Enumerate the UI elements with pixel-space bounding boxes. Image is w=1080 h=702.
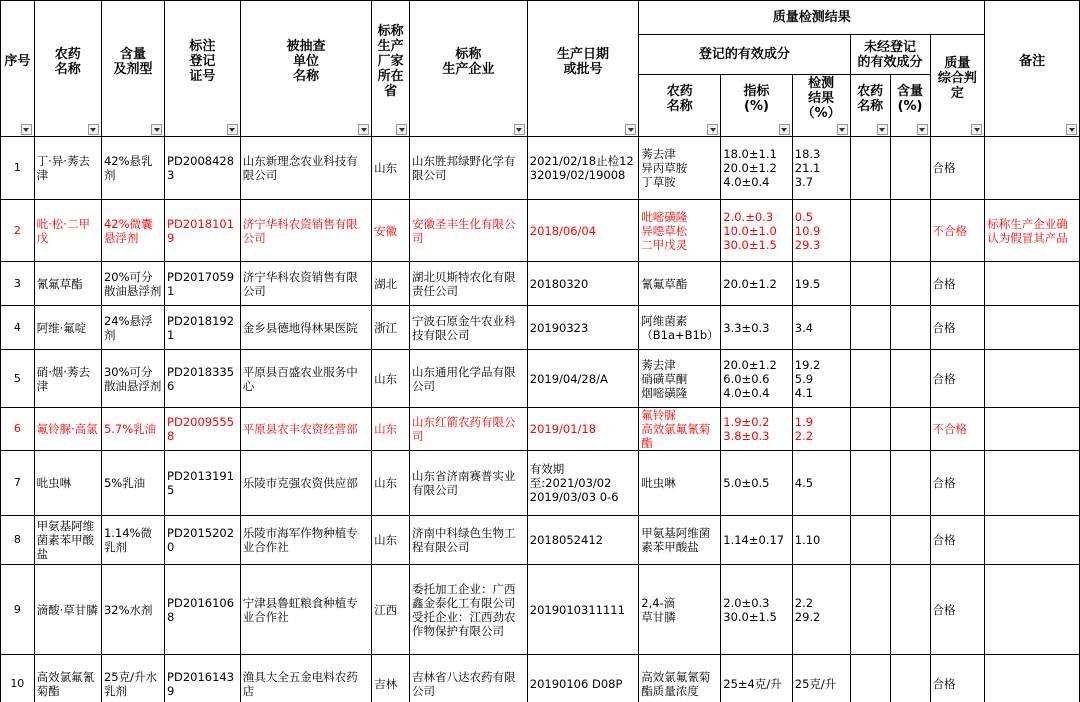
- header-row-1: [1, 1, 1080, 35]
- col-header-maker: [410, 1, 528, 137]
- remark-cell[interactable]: [985, 565, 1080, 655]
- row-no-cell[interactable]: 1: [1, 137, 35, 200]
- col-header-date-label: 生产日期 或批号: [557, 46, 610, 77]
- ingredient-name-cell[interactable]: 氰氟草酯: [639, 262, 721, 306]
- test-result-cell[interactable]: 19.5: [792, 262, 850, 306]
- col-header-content-label: 含量 及剂型: [113, 46, 153, 77]
- registration-no-cell[interactable]: PD20181921: [165, 306, 241, 350]
- col-group-quality-label: 质量检测结果: [772, 10, 851, 25]
- table-row: [1, 137, 1080, 200]
- remark-cell[interactable]: [985, 516, 1080, 565]
- content-form-cell[interactable]: 1.14%微乳剂: [101, 516, 164, 565]
- unregistered-content-cell[interactable]: [890, 350, 930, 408]
- production-date-cell[interactable]: 2018052412: [527, 516, 638, 565]
- registration-no-cell[interactable]: PD20095558: [165, 408, 241, 451]
- ingredient-index-cell[interactable]: 18.0±1.1 20.0±1.2 4.0±0.4: [721, 137, 793, 200]
- col-header-reg-name-label: 农药 名称: [666, 83, 693, 114]
- filter-dropdown-icon[interactable]: [917, 124, 928, 135]
- row-no-cell[interactable]: 6: [1, 408, 35, 451]
- filter-dropdown-icon[interactable]: [21, 124, 32, 135]
- remark-cell[interactable]: [985, 262, 1080, 306]
- content-form-cell[interactable]: 42%微囊悬浮剂: [101, 200, 164, 262]
- filter-dropdown-icon[interactable]: [151, 124, 162, 135]
- table-row: [1, 451, 1080, 516]
- chevron-down-icon: [710, 128, 716, 132]
- remark-cell[interactable]: [985, 655, 1080, 702]
- content-form-cell[interactable]: 32%水剂: [101, 565, 164, 655]
- filter-dropdown-icon[interactable]: [514, 124, 525, 135]
- ingredient-index-cell[interactable]: 3.3±0.3: [721, 306, 793, 350]
- province-cell[interactable]: 湖北: [372, 262, 410, 306]
- filter-dropdown-icon[interactable]: [877, 124, 888, 135]
- pesticide-name-cell[interactable]: 阿维·氟啶: [34, 306, 101, 350]
- ingredient-index-cell[interactable]: 1.14±0.17: [721, 516, 793, 565]
- manufacturer-cell[interactable]: 山东红箭农药有限公司: [410, 408, 528, 451]
- ingredient-name-cell[interactable]: 吡虫啉: [639, 451, 721, 516]
- col-header-maker-label: 标称 生产企业: [442, 46, 495, 77]
- remark-cell[interactable]: 标称生产企业确认为假冒其产品: [985, 200, 1080, 262]
- table-body: [1, 137, 1080, 702]
- table-header: [1, 1, 1080, 137]
- production-date-cell[interactable]: 20190106 D08P: [527, 655, 638, 702]
- manufacturer-cell[interactable]: 济南中科绿色生物工程有限公司: [410, 516, 528, 565]
- col-group-quality: [639, 1, 985, 35]
- production-date-cell[interactable]: 2019/04/28/A: [527, 350, 638, 408]
- table-row: [1, 408, 1080, 451]
- filter-dropdown-icon[interactable]: [88, 124, 99, 135]
- unregistered-name-cell[interactable]: [850, 200, 890, 262]
- chevron-down-icon: [628, 128, 634, 132]
- registration-no-cell[interactable]: PD20161439: [165, 655, 241, 702]
- registration-no-cell[interactable]: PD20181019: [165, 200, 241, 262]
- col-header-reg-name: [639, 75, 721, 137]
- test-result-cell[interactable]: 1.10: [792, 516, 850, 565]
- col-header-reg: [165, 1, 241, 137]
- verdict-cell[interactable]: 合格: [930, 306, 985, 350]
- unregistered-name-cell[interactable]: [850, 137, 890, 200]
- table-row: [1, 262, 1080, 306]
- production-date-cell[interactable]: 2019/01/18: [527, 408, 638, 451]
- col-header-pesticide-label: 农药 名称: [54, 46, 81, 77]
- chevron-down-icon: [781, 128, 787, 132]
- chevron-down-icon: [361, 128, 367, 132]
- col-header-date: [527, 1, 638, 137]
- sampled-unit-cell[interactable]: 山东新理念农业科技有限公司: [240, 137, 371, 200]
- manufacturer-cell[interactable]: 宁波石原金牛农业科技有限公司: [410, 306, 528, 350]
- col-header-province: [372, 1, 410, 137]
- sampled-unit-cell[interactable]: 渔具大全五金电料农药店: [240, 655, 371, 702]
- unregistered-content-cell[interactable]: [890, 516, 930, 565]
- verdict-cell[interactable]: 合格: [930, 565, 985, 655]
- ingredient-index-cell[interactable]: 2.0.±0.3 10.0±1.0 30.0±1.5: [721, 200, 793, 262]
- filter-dropdown-icon[interactable]: [358, 124, 369, 135]
- filter-dropdown-icon[interactable]: [779, 124, 790, 135]
- production-date-cell[interactable]: 20180320: [527, 262, 638, 306]
- col-header-reg-result-label: 检测 结果 （%）: [801, 76, 841, 121]
- production-date-cell[interactable]: 2019010311111: [527, 565, 638, 655]
- table-row: [1, 306, 1080, 350]
- ingredient-name-cell[interactable]: 甲氨基阿维菌素苯甲酸盐: [639, 516, 721, 565]
- unregistered-content-cell[interactable]: [890, 451, 930, 516]
- ingredient-index-cell[interactable]: 25±4克/升: [721, 655, 793, 702]
- sampled-unit-cell[interactable]: 宁津县鲁虹粮食种植专业合作社: [240, 565, 371, 655]
- pesticide-name-cell[interactable]: 硝·烟·莠去津: [34, 350, 101, 408]
- col-header-unreg-name-label: 农药 名称: [857, 83, 884, 114]
- row-no-cell[interactable]: 9: [1, 565, 35, 655]
- ingredient-index-cell[interactable]: 20.0±1.2: [721, 262, 793, 306]
- content-form-cell[interactable]: 30%可分散油悬浮剂: [101, 350, 164, 408]
- registration-no-cell[interactable]: PD20131915: [165, 451, 241, 516]
- remark-cell[interactable]: [985, 137, 1080, 200]
- col-group-unregistered: [850, 35, 930, 75]
- content-form-cell[interactable]: 25克/升水乳剂: [101, 655, 164, 702]
- filter-dropdown-icon[interactable]: [625, 124, 636, 135]
- col-header-province-label: 标称 生产 厂家 所在 省: [377, 24, 404, 99]
- col-header-verdict-label: 质量 综合判 定: [937, 56, 977, 101]
- chevron-down-icon: [229, 128, 235, 132]
- chevron-down-icon: [399, 128, 405, 132]
- table-row: [1, 350, 1080, 408]
- production-date-cell[interactable]: 20190323: [527, 306, 638, 350]
- col-header-reg-index-label: 指标 (%): [743, 83, 770, 114]
- test-result-cell[interactable]: 19.2 5.9 4.1: [792, 350, 850, 408]
- sampled-unit-cell[interactable]: 乐陵市克强农资供应部: [240, 451, 371, 516]
- col-group-unregistered-label: 未经登记 的有效成分: [857, 39, 923, 70]
- table-row: [1, 565, 1080, 655]
- unregistered-content-cell[interactable]: [890, 200, 930, 262]
- ingredient-name-cell[interactable]: 莠去津 硝磺草酮 烟嘧磺隆: [639, 350, 721, 408]
- verdict-cell[interactable]: 合格: [930, 451, 985, 516]
- ingredient-name-cell[interactable]: 2,4-滴 草甘膦: [639, 565, 721, 655]
- verdict-cell[interactable]: 不合格: [930, 408, 985, 451]
- chevron-down-icon: [919, 128, 925, 132]
- registration-no-cell[interactable]: PD20183356: [165, 350, 241, 408]
- col-header-content: [101, 1, 164, 137]
- filter-dropdown-icon[interactable]: [1066, 124, 1077, 135]
- pesticide-name-cell[interactable]: 滴酸·草甘膦: [34, 565, 101, 655]
- province-cell[interactable]: 山东: [372, 451, 410, 516]
- pesticide-name-cell[interactable]: 氰氟草酯: [34, 262, 101, 306]
- chevron-down-icon: [23, 128, 29, 132]
- manufacturer-cell[interactable]: 山东省济南赛普实业有限公司: [410, 451, 528, 516]
- manufacturer-cell[interactable]: 吉林省八达农药有限公司: [410, 655, 528, 702]
- registration-no-cell[interactable]: PD20161068: [165, 565, 241, 655]
- filter-dropdown-icon[interactable]: [396, 124, 407, 135]
- unregistered-name-cell[interactable]: [850, 408, 890, 451]
- pesticide-name-cell[interactable]: 氟铃脲·高氯: [34, 408, 101, 451]
- ingredient-name-cell[interactable]: 高效氯氟氰菊酯质量浓度: [639, 655, 721, 702]
- province-cell[interactable]: 山东: [372, 408, 410, 451]
- province-cell[interactable]: 山东: [372, 516, 410, 565]
- col-header-reg-label: 标注 登记 证号: [189, 39, 216, 84]
- unregistered-content-cell[interactable]: [890, 408, 930, 451]
- ingredient-name-cell[interactable]: 氟铃脲 高效氯氟氰菊酯: [639, 408, 721, 451]
- unregistered-content-cell[interactable]: [890, 262, 930, 306]
- col-header-remark-label: 备注: [1019, 54, 1046, 69]
- production-date-cell[interactable]: 有效期 至:2021/03/02 2019/03/03 0-6: [527, 451, 638, 516]
- ingredient-index-cell[interactable]: 20.0±1.2 6.0±0.6 4.0±0.4: [721, 350, 793, 408]
- table-row: [1, 200, 1080, 262]
- unregistered-name-cell[interactable]: [850, 350, 890, 408]
- ingredient-name-cell[interactable]: 莠去津 异丙草胺 丁草胺: [639, 137, 721, 200]
- province-cell[interactable]: 安徽: [372, 200, 410, 262]
- test-result-cell[interactable]: 4.5: [792, 451, 850, 516]
- test-result-cell[interactable]: 25克/升: [792, 655, 850, 702]
- chevron-down-icon: [879, 128, 885, 132]
- ingredient-name-cell[interactable]: 吡嘧磺隆 异噁草松 二甲戊灵: [639, 200, 721, 262]
- content-form-cell[interactable]: 42%悬乳剂: [101, 137, 164, 200]
- manufacturer-cell[interactable]: 安徽圣丰生化有限公司: [410, 200, 528, 262]
- test-result-cell[interactable]: 0.5 10.9 29.3: [792, 200, 850, 262]
- verdict-cell[interactable]: 合格: [930, 350, 985, 408]
- chevron-down-icon: [90, 128, 96, 132]
- manufacturer-cell[interactable]: 山东通用化学品有限公司: [410, 350, 528, 408]
- pesticide-name-cell[interactable]: 吡·松·二甲戊: [34, 200, 101, 262]
- unregistered-name-cell[interactable]: [850, 306, 890, 350]
- production-date-cell[interactable]: 2021/02/18止检12 32019/02/19008: [527, 137, 638, 200]
- sampled-unit-cell[interactable]: 平原县百盛农业服务中心: [240, 350, 371, 408]
- verdict-cell[interactable]: 合格: [930, 516, 985, 565]
- manufacturer-cell[interactable]: 委托加工企业：广西鑫金泰化工有限公司 受托企业：江西劲农作物保护有限公司: [410, 565, 528, 655]
- table-row: [1, 655, 1080, 702]
- filter-dropdown-icon[interactable]: [837, 124, 848, 135]
- manufacturer-cell[interactable]: 湖北贝斯特农化有限责任公司: [410, 262, 528, 306]
- sampled-unit-cell[interactable]: 济宁华科农资销售有限公司: [240, 200, 371, 262]
- verdict-cell[interactable]: 合格: [930, 137, 985, 200]
- pesticide-name-cell[interactable]: 高效氯氟氰菊酯: [34, 655, 101, 702]
- col-header-pesticide: [34, 1, 101, 137]
- col-header-no-label: 序号: [4, 54, 31, 69]
- col-header-reg-result: [792, 75, 850, 137]
- unregistered-content-cell[interactable]: [890, 655, 930, 702]
- col-group-registered-label: 登记的有效成分: [698, 47, 790, 62]
- verdict-cell[interactable]: 不合格: [930, 200, 985, 262]
- remark-cell[interactable]: [985, 350, 1080, 408]
- col-header-no: [1, 1, 35, 137]
- unregistered-name-cell[interactable]: [850, 451, 890, 516]
- remark-cell[interactable]: [985, 451, 1080, 516]
- registration-no-cell[interactable]: PD20152020: [165, 516, 241, 565]
- col-header-unreg-content-label: 含量 (%): [897, 83, 924, 114]
- col-header-reg-index: [721, 75, 793, 137]
- pesticide-name-cell[interactable]: 吡虫啉: [34, 451, 101, 516]
- test-result-cell[interactable]: 18.3 21.1 3.7: [792, 137, 850, 200]
- filter-dropdown-icon[interactable]: [227, 124, 238, 135]
- col-header-sampled: [240, 1, 371, 137]
- test-result-cell[interactable]: 2.2 29.2: [792, 565, 850, 655]
- unregistered-name-cell[interactable]: [850, 565, 890, 655]
- content-form-cell[interactable]: 20%可分散油悬浮剂: [101, 262, 164, 306]
- registration-no-cell[interactable]: PD20084283: [165, 137, 241, 200]
- production-date-cell[interactable]: 2018/06/04: [527, 200, 638, 262]
- unregistered-name-cell[interactable]: [850, 655, 890, 702]
- pesticide-name-cell[interactable]: 甲氨基阿维菌素苯甲酸盐: [34, 516, 101, 565]
- unregistered-name-cell[interactable]: [850, 516, 890, 565]
- test-result-cell[interactable]: 1.9 2.2: [792, 408, 850, 451]
- chevron-down-icon: [1069, 128, 1075, 132]
- chevron-down-icon: [839, 128, 845, 132]
- col-header-unreg-name: [850, 75, 890, 137]
- test-result-cell[interactable]: 3.4: [792, 306, 850, 350]
- province-cell[interactable]: 浙江: [372, 306, 410, 350]
- ingredient-index-cell[interactable]: 2.0±0.3 30.0±1.5: [721, 565, 793, 655]
- col-header-verdict: [930, 35, 985, 137]
- province-cell[interactable]: 吉林: [372, 655, 410, 702]
- manufacturer-cell[interactable]: 山东胜邦绿野化学有限公司: [410, 137, 528, 200]
- col-header-unreg-content: [890, 75, 930, 137]
- row-no-cell[interactable]: 7: [1, 451, 35, 516]
- remark-cell[interactable]: [985, 306, 1080, 350]
- registration-no-cell[interactable]: PD20170591: [165, 262, 241, 306]
- col-header-sampled-label: 被抽查 单位 名称: [286, 39, 326, 84]
- sampled-unit-cell[interactable]: 平原县农丰农资经营部: [240, 408, 371, 451]
- unregistered-content-cell[interactable]: [890, 137, 930, 200]
- ingredient-index-cell[interactable]: 5.0±0.5: [721, 451, 793, 516]
- unregistered-content-cell[interactable]: [890, 565, 930, 655]
- col-group-registered: [639, 35, 850, 75]
- row-no-cell[interactable]: 5: [1, 350, 35, 408]
- sampled-unit-cell[interactable]: 济宁华科农资销售有限公司: [240, 262, 371, 306]
- remark-cell[interactable]: [985, 408, 1080, 451]
- content-form-cell[interactable]: 24%悬浮剂: [101, 306, 164, 350]
- verdict-cell[interactable]: 合格: [930, 655, 985, 702]
- unregistered-name-cell[interactable]: [850, 262, 890, 306]
- col-header-remark: [985, 1, 1080, 137]
- row-no-cell[interactable]: 2: [1, 200, 35, 262]
- row-no-cell[interactable]: 8: [1, 516, 35, 565]
- filter-dropdown-icon[interactable]: [707, 124, 718, 135]
- chevron-down-icon: [974, 128, 980, 132]
- verdict-cell[interactable]: 合格: [930, 262, 985, 306]
- row-no-cell[interactable]: 3: [1, 262, 35, 306]
- table-row: [1, 516, 1080, 565]
- chevron-down-icon: [154, 128, 160, 132]
- chevron-down-icon: [516, 128, 522, 132]
- row-no-cell[interactable]: 10: [1, 655, 35, 702]
- province-cell[interactable]: 江西: [372, 565, 410, 655]
- row-no-cell[interactable]: 4: [1, 306, 35, 350]
- content-form-cell[interactable]: 5%乳油: [101, 451, 164, 516]
- province-cell[interactable]: 山东: [372, 137, 410, 200]
- ingredient-name-cell[interactable]: 阿维菌素 （B1a+B1b）: [639, 306, 721, 350]
- content-form-cell[interactable]: 5.7%乳油: [101, 408, 164, 451]
- unregistered-content-cell[interactable]: [890, 306, 930, 350]
- filter-dropdown-icon[interactable]: [971, 124, 982, 135]
- pesticide-name-cell[interactable]: 丁·异·莠去津: [34, 137, 101, 200]
- sampled-unit-cell[interactable]: 金乡县德地得林果医院: [240, 306, 371, 350]
- ingredient-index-cell[interactable]: 1.9±0.2 3.8±0.3: [721, 408, 793, 451]
- province-cell[interactable]: 山东: [372, 350, 410, 408]
- sampled-unit-cell[interactable]: 乐陵市海军作物种植专业合作社: [240, 516, 371, 565]
